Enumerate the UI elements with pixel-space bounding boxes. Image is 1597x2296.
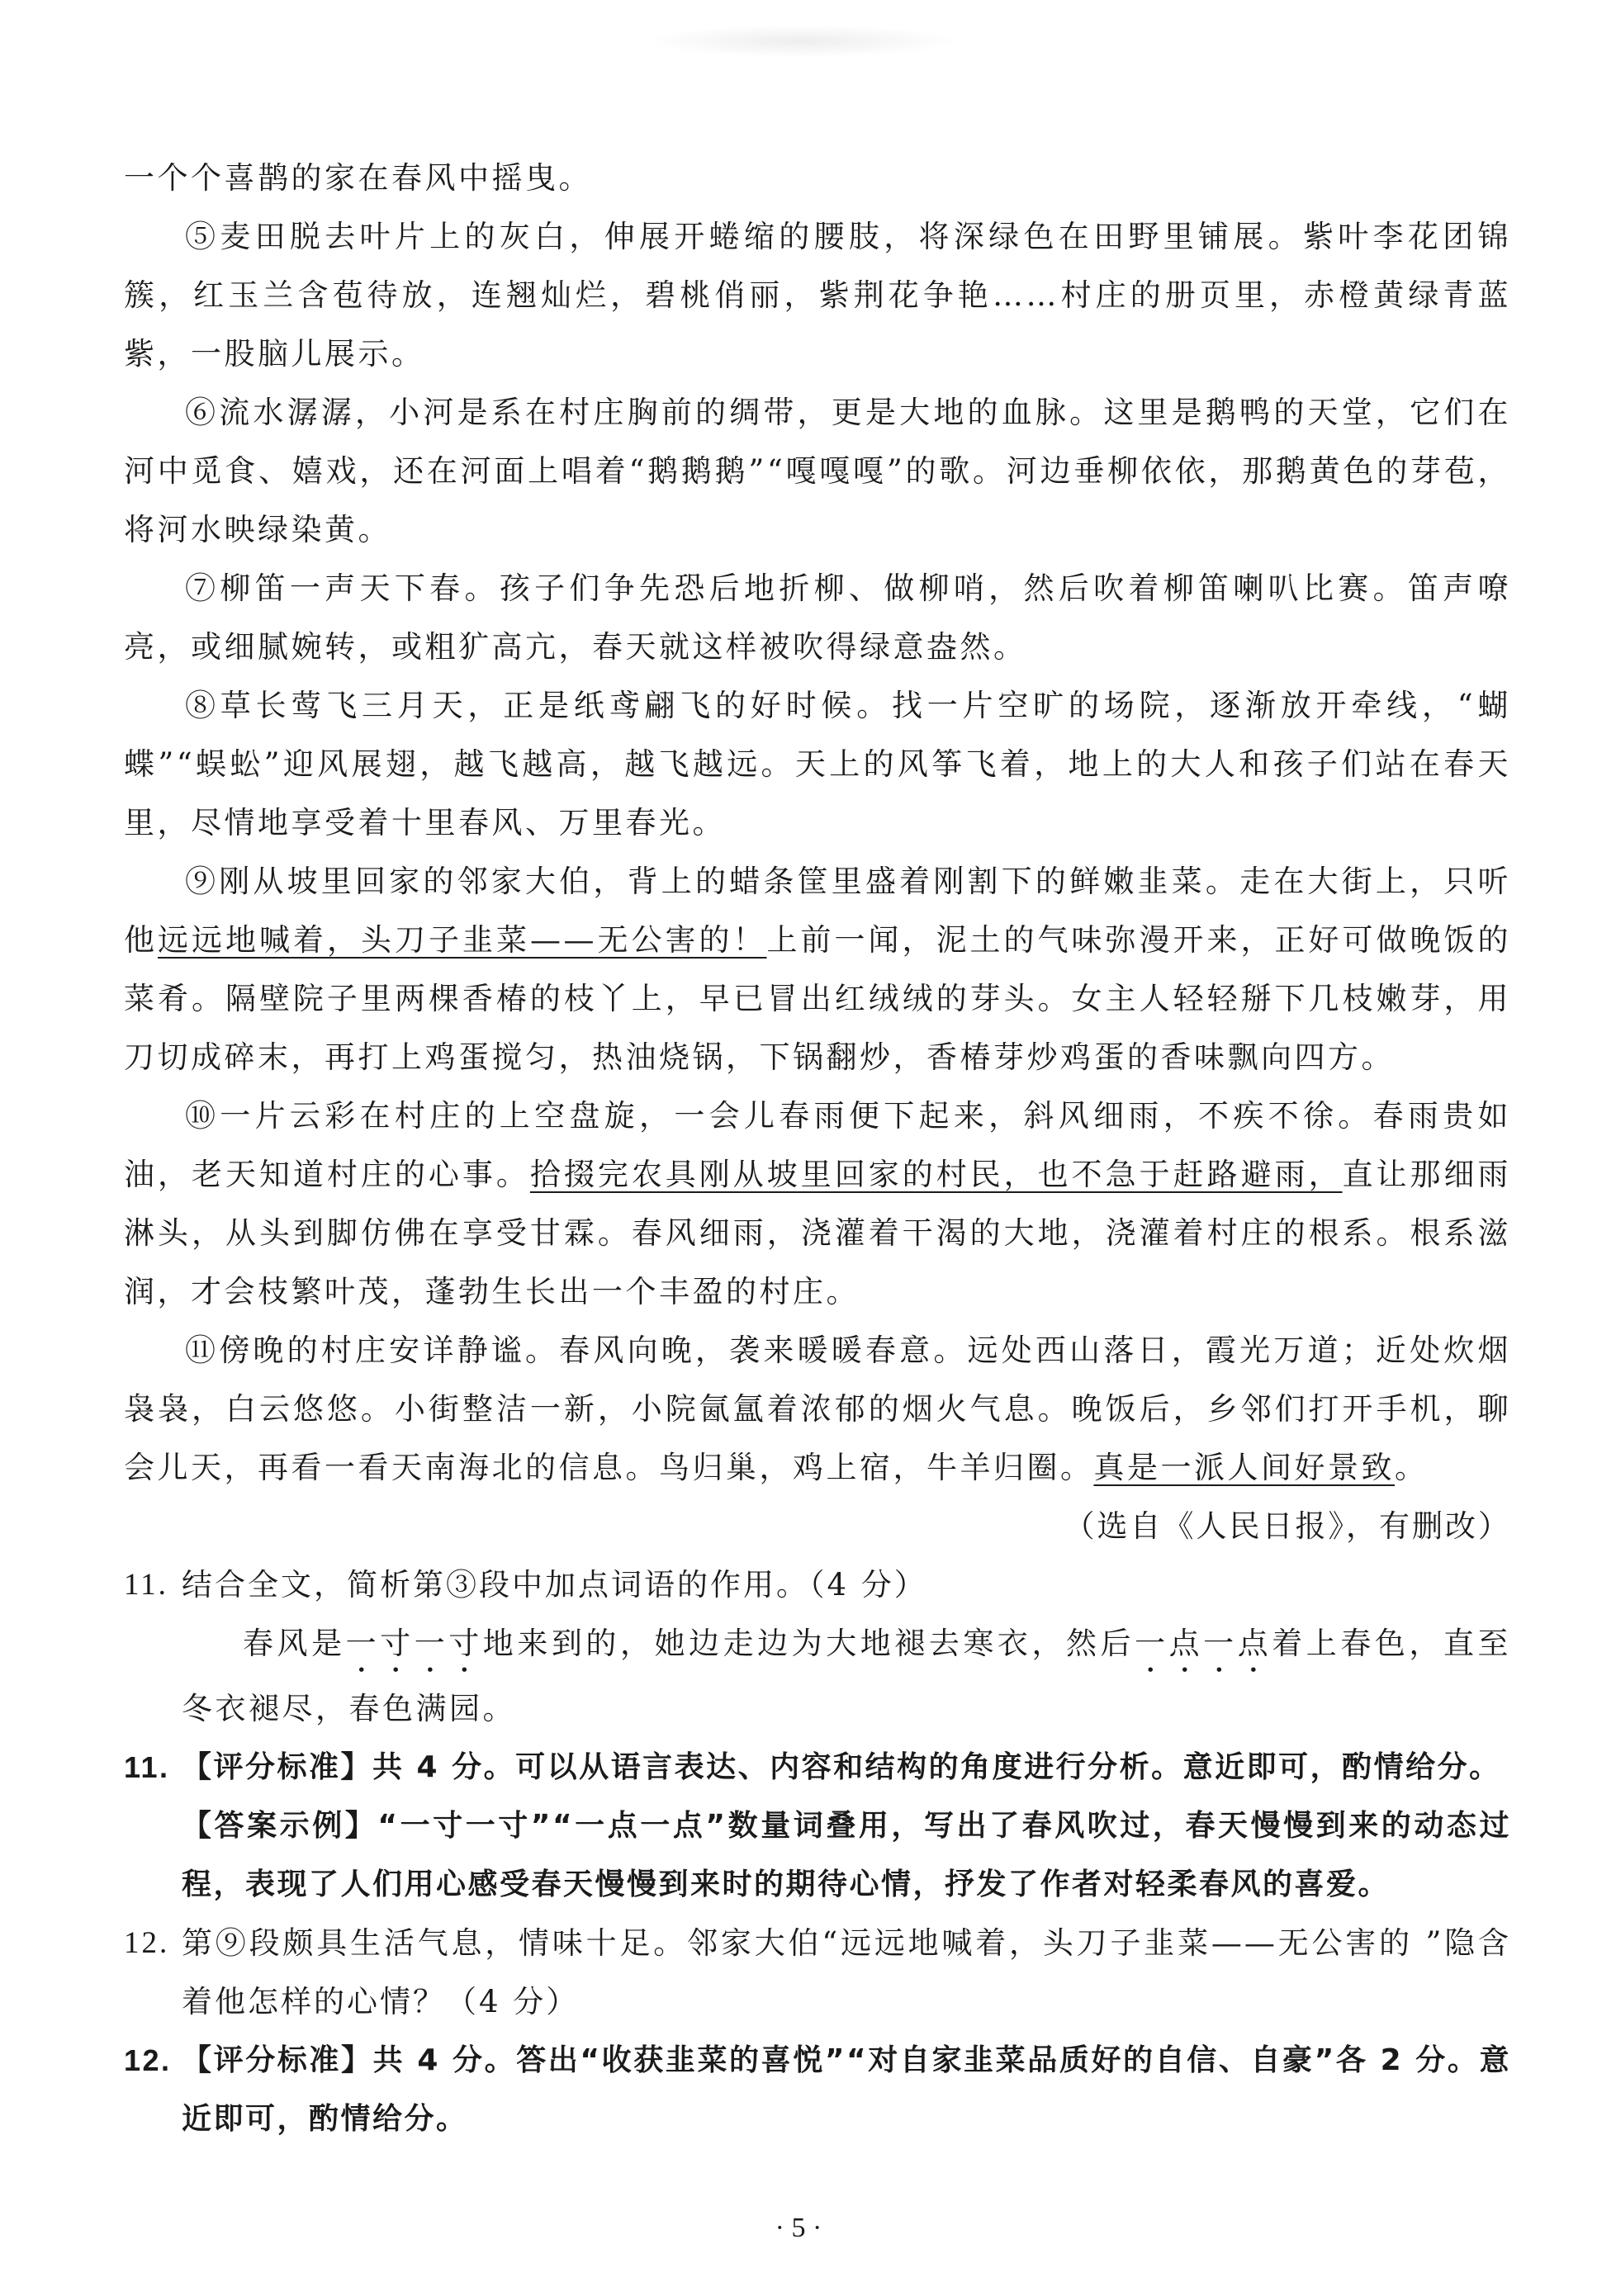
quote-part-b: 地来到的，她边走边为大地褪去寒衣，然后 (482, 1626, 1135, 1661)
scan-artifact (644, 25, 958, 58)
paragraph-9 (124, 852, 1511, 1086)
answer-12-number: 12. (124, 2043, 172, 2077)
question-12-number: 12. (124, 1926, 170, 1960)
paragraph-10-start: ⑩一片云彩在村庄的上空盘旋，一会儿春雨便下起来，斜风细雨，不疾不徐。春雨贵如油，老天知道村庄的心事。 (124, 1098, 1511, 1192)
answer-11-criteria: 【评分标准】共 4 分。可以从语言表达、内容和结构的角度进行分析。意近即可，酌情给分。 (182, 1750, 1501, 1784)
paragraph-8: ⑧草长莺飞三月天，正是纸鸢翩飞的好时候。找一片空旷的场院，逐渐放开牵线，“蝴蝶”“蜈蚣”迎风展翅，越飞越高，越飞越远。天上的风筝飞着，地上的大人和孩子们站在春天里，尽情地享受着十里春风、万里春光。 (124, 688, 1511, 840)
paragraph-9-start: ⑨刚从坡里回家的邻家大伯，背上的蜡条筐里盛着刚割下的鲜嫩韭菜。走在大街上，只听他 (124, 864, 1511, 958)
paragraph-11-end: 。 (1395, 1450, 1429, 1485)
paragraph-6: ⑥流水潺潺，小河是系在村庄胸前的绸带，更是大地的血脉。这里是鹅鸭的天堂，它们在河中觅食、嬉戏，还在河面上唱着“鹅鹅鹅”“嘎嘎嘎”的歌。河边垂柳依依，那鹅黄色的芽苞，将河水映绿染黄。 (124, 395, 1511, 547)
quote-dotted-2: 一点一点 (1135, 1626, 1272, 1661)
question-11-text: 结合全文，简析第③段中加点词语的作用。（4 分） (182, 1567, 927, 1602)
quote-part-c: 着上春色，直至冬衣褪尽，春色满园。 (182, 1626, 1512, 1726)
paragraph-11 (124, 1321, 1511, 1497)
answer-11-example: 【答案示例】“一寸一寸”“一点一点”数量词叠用，写出了春风吹过，春天慢慢到来的动态过程，表现了人们用心感受春天慢慢到来时的期待心情，抒发了作者对轻柔春风的喜爱。 (182, 1809, 1511, 1901)
answer-12 (124, 2031, 1511, 2148)
answer-12-criteria: 【评分标准】共 4 分。答出“收获韭菜的喜悦”“对自家韭菜品质好的自信、自豪”各 2 分。意近即可，酌情给分。 (182, 2043, 1511, 2136)
page-content (124, 149, 1511, 2148)
question-11-number: 11. (124, 1568, 168, 1602)
paragraph-10 (124, 1086, 1511, 1321)
paragraph-11-start: ⑪傍晚的村庄安详静谧。春风向晚，袭来暖暖春意。远处西山落日，霞光万道；近处炊烟袅袅，白云悠悠。小街整洁一新，小院氤氲着浓郁的烟火气息。晚饭后，乡邻们打开手机，聊会儿天，再看一看天南海北的信息。鸟归巢，鸡上宿，牛羊归圈。 (124, 1333, 1511, 1485)
quote-part-a: 春风是 (243, 1626, 346, 1661)
answer-11-number: 11. (124, 1750, 170, 1784)
source-note: （选自《人民日报》，有删改） (1064, 1508, 1511, 1544)
paragraph-9-underlined: 远远地喊着，头刀子韭菜——无公害的！ (158, 922, 767, 958)
question-11-quote (124, 1614, 1511, 1738)
paragraph-9-end: 上前一闻，泥土的气味弥漫开来，正好可做晚饭的菜肴。隔壁院子里两棵香椿的枝丫上，早已冒出红绒绒的芽头。女主人轻轻掰下几枝嫩芽，用刀切成碎末，再打上鸡蛋搅匀，热油烧锅，下锅翻炒，香椿芽炒鸡蛋的香味飘向四方。 (124, 922, 1511, 1075)
question-12 (124, 1914, 1511, 2031)
page-number: · 5 · (775, 2213, 822, 2243)
paragraph-10-end: 直让那细雨淋头，从头到脚仿佛在享受甘霖。春风细雨，浇灌着干渴的大地，浇灌着村庄的根系。根系滋润，才会枝繁叶茂，蓬勃生长出一个丰盈的村庄。 (124, 1157, 1512, 1309)
paragraph-10-underlined: 拾掇完农具刚从坡里回家的村民，也不急于赶路避雨， (529, 1157, 1343, 1192)
question-12-text: 第⑨段颇具生活气息，情味十足。邻家大伯“远远地喊着，头刀子韭菜——无公害的 ”隐含着他怎样的心情？（4 分） (182, 1925, 1511, 2019)
paragraph-7: ⑦柳笛一声天下春。孩子们争先恐后地折柳、做柳哨，然后吹着柳笛喇叭比赛。笛声嘹亮，或细腻婉转，或粗犷高亢，春天就这样被吹得绿意盎然。 (124, 570, 1511, 665)
quote-dotted-1: 一寸一寸 (345, 1626, 483, 1661)
paragraph-5: ⑤麦田脱去叶片上的灰白，伸展开蜷缩的腰肢，将深绿色在田野里铺展。紫叶李花团锦簇，红玉兰含苞待放，连翘灿烂，碧桃俏丽，紫荆花争艳……村庄的册页里，赤橙黄绿青蓝紫，一股脑儿展示。 (124, 219, 1511, 372)
opening-line: 一个个喜鹊的家在春风中摇曳。 (124, 160, 592, 196)
question-11 (124, 1555, 1511, 1614)
answer-11 (124, 1738, 1511, 1797)
paragraph-11-underlined: 真是一派人间好景致 (1093, 1450, 1395, 1485)
